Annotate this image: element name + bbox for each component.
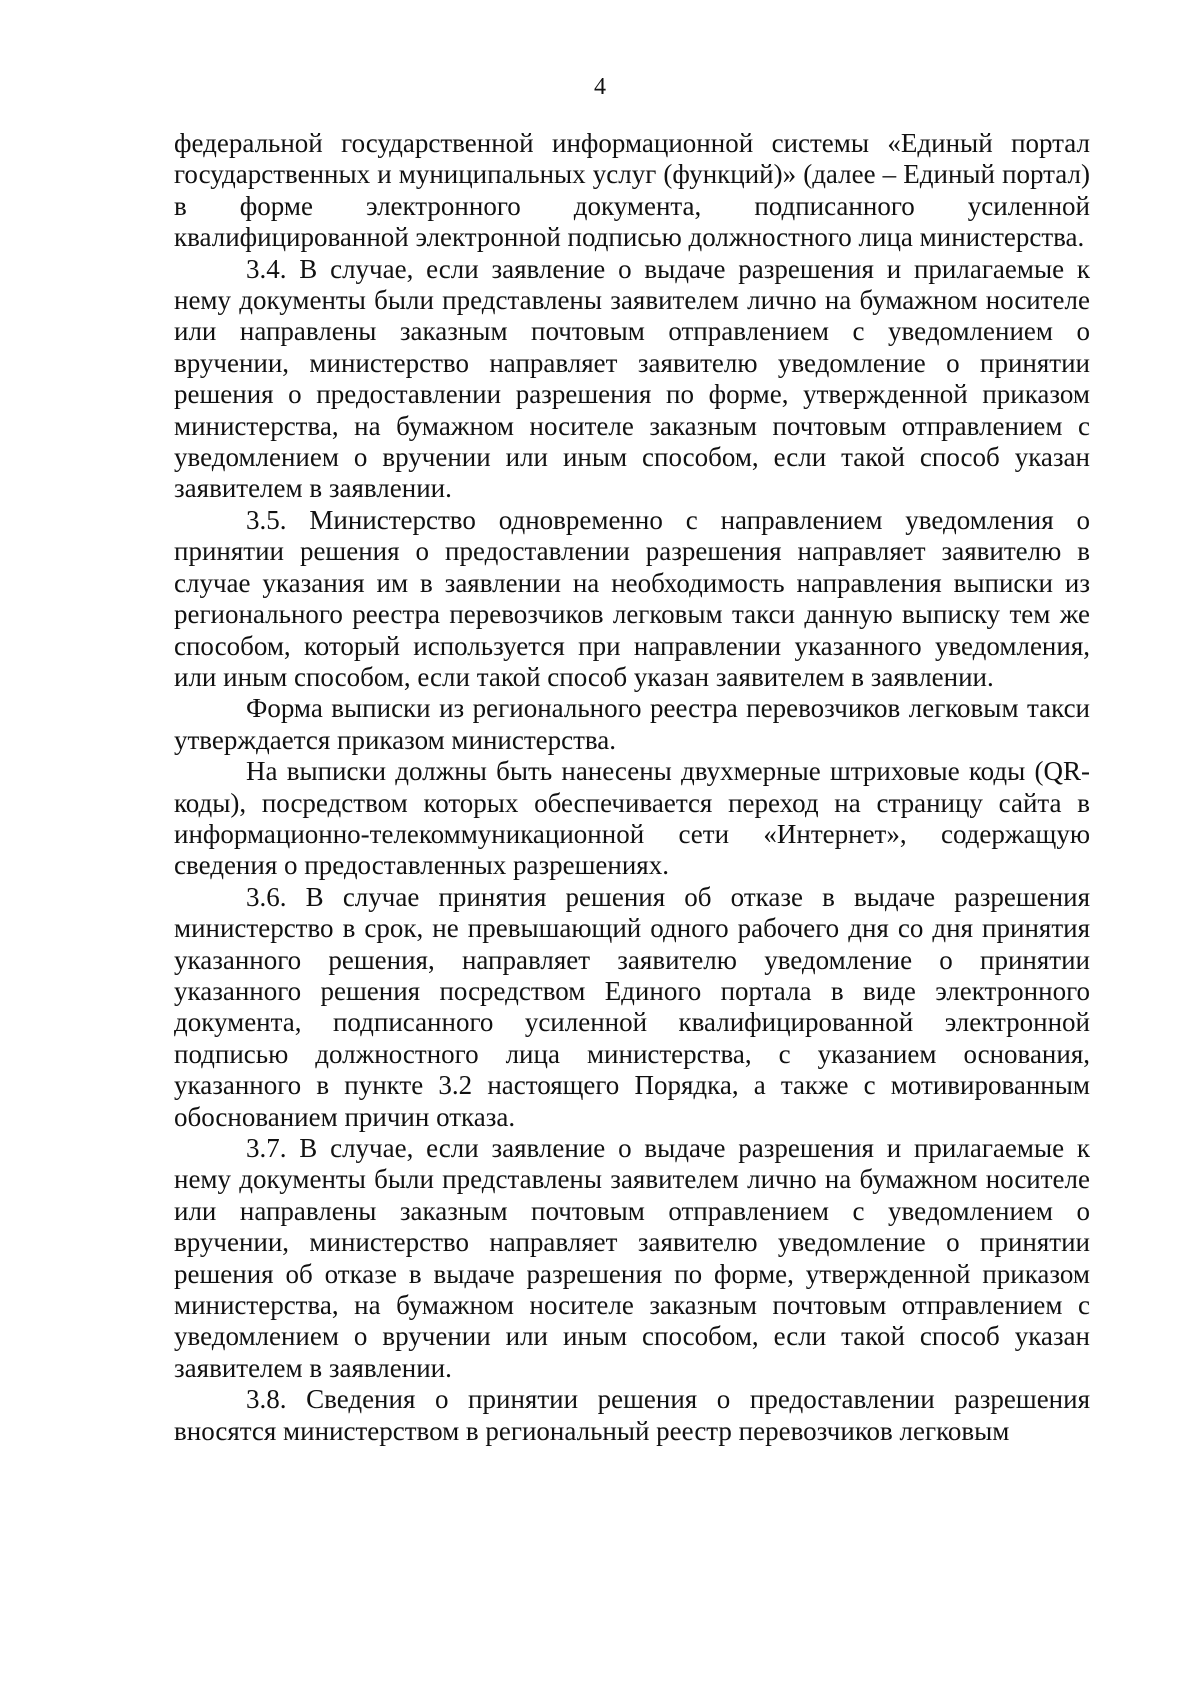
page-number: 4: [594, 74, 606, 100]
paragraph-extract-form: Форма выписки из регионального реестра перевозчиков легковым такси утверждается приказом министерства.: [174, 693, 1090, 755]
paragraph-continuation: федеральной государственной информационной системы «Единый портал государственных и муниципальных услуг (функций)» (далее – Единый портал) в форме электронного документа, подписанного усиленной квалифицированной электронной подписью должностного лица министерства.: [174, 128, 1090, 253]
document-body: [174, 128, 1090, 1447]
paragraph-clause-3-4: 3.4. В случае, если заявление о выдаче разрешения и прилагаемые к нему документы были представлены заявителем лично на бумажном носителе или направлены заказным почтовым отправлением с уведомлением о вручении, министерство направляет заявителю уведомление о принятии решения о предоставлении разрешения по форме, утвержденной приказом министерства, на бумажном носителе заказным почтовым отправлением с уведомлением о вручении или иным способом, если такой способ указан заявителем в заявлении.: [174, 253, 1090, 504]
paragraph-clause-3-7: 3.7. В случае, если заявление о выдаче разрешения и прилагаемые к нему документы были представлены заявителем лично на бумажном носителе или направлены заказным почтовым отправлением с уведомлением о вручении, министерство направляет заявителю уведомление о принятии решения об отказе в выдаче разрешения по форме, утвержденной приказом министерства, на бумажном носителе заказным почтовым отправлением с уведомлением о вручении или иным способом, если такой способ указан заявителем в заявлении.: [174, 1133, 1090, 1383]
paragraph-clause-3-5: 3.5. Министерство одновременно с направлением уведомления о принятии решения о предоставлении разрешения направляет заявителю в случае указания им в заявлении на необходимость направления выписки из регионального реестра перевозчиков легковым такси данную выписку тем же способом, который используется при направлении указанного уведомления, или иным способом, если такой способ указан заявителем в заявлении.: [174, 504, 1090, 692]
paragraph-clause-3-6: 3.6. В случае принятия решения об отказе в выдаче разрешения министерство в срок, не превышающий одного рабочего дня со дня принятия указанного решения, направляет заявителю уведомление о принятии указанного решения посредством Единого портала в виде электронного документа, подписанного усиленной квалифицированной электронной подписью должностного лица министерства, с указанием основания, указанного в пункте 3.2 настоящего Порядка, а также с мотивированным обоснованием причин отказа.: [174, 881, 1090, 1132]
paragraph-clause-3-8: 3.8. Сведения о принятии решения о предоставлении разрешения вносятся министерством в региональный реестр перевозчиков легковым: [174, 1384, 1090, 1446]
paragraph-qr-codes: На выписки должны быть нанесены двухмерные штриховые коды (QR-коды), посредством которых обеспечивается переход на страницу сайта в информационно-телекоммуникационной сети «Интернет», содержащую сведения о предоставленных разрешениях.: [174, 756, 1090, 881]
